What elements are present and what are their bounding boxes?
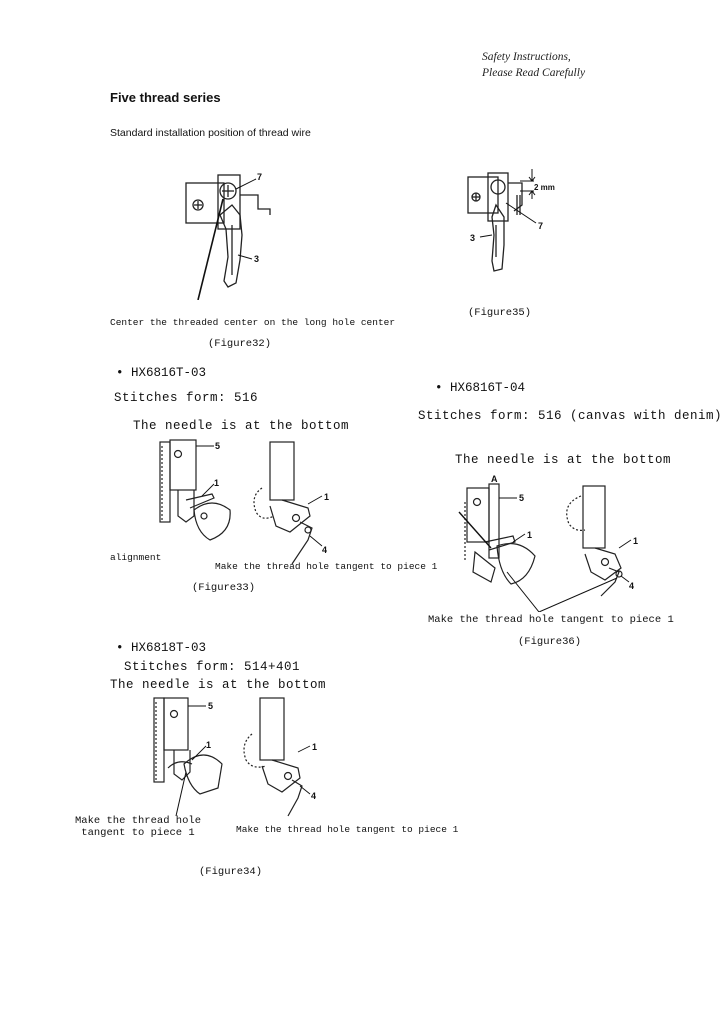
figure-34-label-1: 1 [206, 740, 212, 750]
hx6816t04-model-text: HX6816T-04 [450, 381, 526, 395]
figure-36-label-A: A [491, 474, 498, 484]
figure-35-label-3: 3 [470, 233, 476, 243]
figure-32-illustration [178, 165, 278, 300]
figure-36-caption: (Figure36) [518, 636, 582, 648]
hx6816t03-needle: The needle is at the bottom [133, 419, 350, 433]
figure-36-label-4: 4 [629, 581, 635, 591]
figure-33-tangent: Make the thread hole tangent to piece 1 [215, 561, 438, 572]
figure-34-tangent-left-line-1: Make the thread hole [74, 815, 202, 827]
figure-35-caption: (Figure35) [468, 307, 532, 319]
figure-34-tangent-right: Make the thread hole tangent to piece 1 [236, 824, 459, 835]
figure-32-note: Center the threaded center on the long hole center [110, 317, 396, 328]
figure-36-tangent: Make the thread hole tangent to piece 1 [428, 614, 674, 626]
hx6818t03-needle: The needle is at the bottom [110, 678, 327, 692]
figure-35-illustration [462, 165, 582, 280]
hx6816t04-stitches: Stitches form: 516 (canvas with denim) [418, 409, 723, 423]
figure-36-label-1: 1 [527, 530, 533, 540]
figure-32-caption: (Figure32) [208, 338, 272, 350]
hx6816t03-stitches: Stitches form: 516 [114, 391, 259, 405]
header-line-2: Please Read Carefully [482, 67, 586, 79]
bullet: • [116, 641, 124, 655]
figure-35-label-7: 7 [538, 221, 544, 231]
hx6816t03-model [116, 366, 206, 380]
hx6818t03-model [116, 641, 206, 655]
subsection-title: Standard installation position of thread wire [110, 127, 311, 139]
figure-36-label-5: 5 [519, 493, 525, 503]
figure-33-label-1: 1 [214, 478, 220, 488]
section-title: Five thread series [110, 90, 221, 105]
figure-33-alignment: alignment [110, 552, 162, 563]
figure-34-label-4: 4 [311, 791, 317, 801]
hx6816t03-model-text: HX6816T-03 [131, 366, 207, 380]
figure-32-label-7: 7 [257, 172, 263, 182]
figure-32-label-3: 3 [254, 254, 260, 264]
hx6816t04-model [435, 381, 525, 395]
figure-36-label-1b: 1 [633, 536, 639, 546]
figure-34-label-1b: 1 [312, 742, 318, 752]
hx6818t03-stitches: Stitches form: 514+401 [124, 660, 301, 674]
figure-35-label-gap: 2 mm [534, 183, 555, 192]
figure-33-label-1b: 1 [324, 492, 330, 502]
bullet: • [435, 381, 443, 395]
figure-34-tangent-left-line-2: tangent to piece 1 [81, 827, 195, 839]
figure-34-label-5: 5 [208, 701, 214, 711]
figure-33-label-5: 5 [215, 441, 221, 451]
hx6818t03-model-text: HX6818T-03 [131, 641, 207, 655]
bullet: • [116, 366, 124, 380]
figure-36-illustration [455, 472, 655, 612]
figure-33-label-4: 4 [322, 545, 328, 555]
figure-34-illustration [148, 694, 348, 819]
header-line-1: Safety Instructions, [482, 51, 571, 63]
figure-33-caption: (Figure33) [192, 582, 256, 594]
figure-33-illustration [150, 436, 350, 566]
hx6816t04-needle: The needle is at the bottom [455, 453, 672, 467]
figure-34-caption: (Figure34) [199, 866, 263, 878]
figure-34-tangent-left [70, 815, 206, 839]
